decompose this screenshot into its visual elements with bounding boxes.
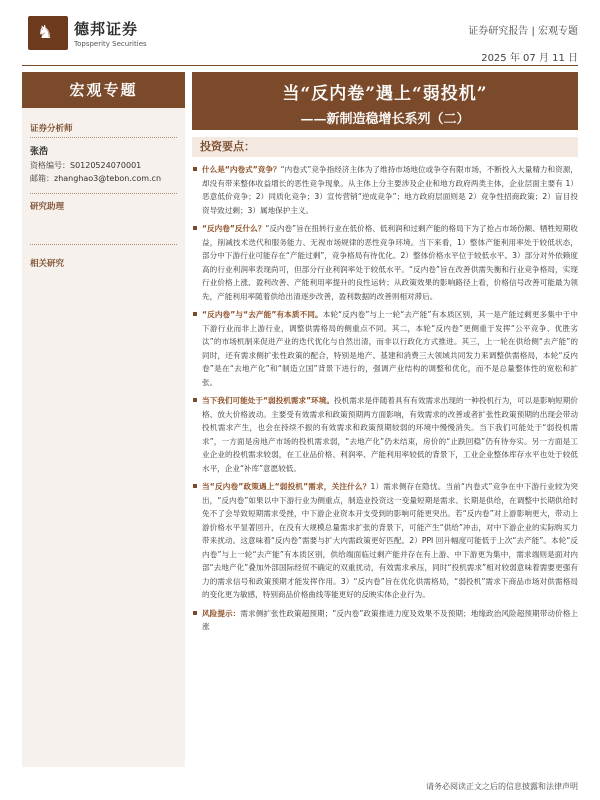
point-paragraph: 当“反内卷”政策遇上“弱投机”需求，关注什么？1）需求侧存在隐忧。当前“内卷式”竞争在中下游行业较为突出，“反内卷”如果以中下游行业为侧重点，制造业投资这一变量短期是需求、长期是供给，在调整中长期供给时免不了会导致短期需求受挫，中下游企业资本开支受到的影响可能更突出。若“反内卷”对上游影响更大，带动上游价格水平显著回升，在没有大规模总量需求扩张的背景下，可能产生“供给”冲击，对中下游企业的实际购买力带来扰动。这意味着“反内卷”需要与扩大内需政策更好匹配。2）PPI 回升幅度可能低于上次“去产能”。本轮“反内卷”与上一轮“去产能”有本质区别，供给端面临过剩产能并存在有上游、中下游更为集中，需求端则是面对内部“去地产化”叠加外部国际经贸不确定的双重扰动，有效需求承压，同时“投机需求”相对较弱意味着需要更强有力的需求信号和政策预期才能发挥作用。3）“反内卷”旨在优化供需格局，“弱投机”需求下商品市场对供需格局的变化更为敏感，特别商品价格曲线等能更好的反映实体企业行为。 xyxy=(192,480,578,602)
section-label: 宏观专题 xyxy=(22,72,185,108)
point-paragraph: 当下我们可能处于“弱投机需求”环境。投机需求是伴随着具有有效需求出现的一种投机行为，可以是影响短期价格、放大价格波动。主要受有效需求和政策预期两方面影响，有效需求的改善或者扩张性政策预期的出现会带动投机需求产生，也会在持续不振的有效需求和政策预期较弱的环境中慢慢消失。当下我们可能处于“弱投机需求”，一方面是房地产市场的投机需求弱，“去地产化”仍未结束，房价的“止跌回稳”仍有待夯实。另一方面是工业企业的投机需求较弱，在工业品价格、利润率、产能利用率较低的背景下，工业企业整体库存水平也处于较低水平，企业“补库”意愿较低。 xyxy=(192,394,578,475)
logo-name-en: Topsperity Securities xyxy=(74,40,147,48)
header-divider xyxy=(22,65,578,66)
key-points xyxy=(192,163,578,634)
analyst-name: 张浩 xyxy=(30,147,49,157)
investment-heading: 投资要点： xyxy=(192,137,578,157)
analyst-heading: 证券分析师 xyxy=(30,124,73,134)
main-content xyxy=(192,72,578,639)
report-title: 当“反内卷”遇上“弱投机” xyxy=(282,84,488,104)
company-logo xyxy=(28,16,147,50)
analyst-cert: 资格编号：S0120524070001 xyxy=(30,161,142,170)
analyst-email[interactable]: 邮箱：zhanghao3@tebon.com.cn xyxy=(30,174,162,183)
page-header xyxy=(0,0,600,70)
point-paragraph: “反内卷”与“去产能”有本质不同。本轮“反内卷”与上一轮“去产能”有本质区别，其一是产能过剩更多集中于中下游行业而非上游行业，调整供需格局的侧重点不同。其二，本轮“反内卷”更侧重于发挥“公平竞争、优胜劣汰”的市场机制来促进产业的迭代优化与自然出清，而非以行政化方式推进。其三，上一轮在供给侧“去产能”的同时，还有需求侧扩张性政策的配合，特别是地产、基建和消费三大领域共同发力来调整供需格局，本轮“反内卷”是在“去地产化”和“制造立国”背景下进行的，强调产业结构的调整和优化，而不是总量整体性的宽松和扩张。 xyxy=(192,308,578,389)
horse-logo-icon: ♞ xyxy=(28,16,68,50)
bullet-icon xyxy=(193,484,197,488)
sidebar xyxy=(22,72,185,767)
logo-name-cn: 德邦证券 xyxy=(74,20,139,38)
bullet-icon xyxy=(193,226,197,230)
report-type: 证券研究报告 | 宏观专题 xyxy=(468,26,578,37)
point-paragraph: “反内卷”反什么？“反内卷”旨在扭转行业在低价格、低利润和过剩产能的格局下为了抢占市场份额、牺牲短期收益，削减技术迭代和服务能力、无视市场规律的恶性竞争环境。当下来看，1）整体产能利用率处于较低状态，部分中下游行业可能存在“产能过剩”，竞争格局有待优化。2）整体价格水平位于较低水平。3）部分对外依赖度高的行业利润率表现尚可，但部分行业利润率处于较低水平。“反内卷”旨在改善供需失衡和行业竞争格局，实现行业价格上涨、盈利改善、产能利用率提升的良性运转；从政策效果的影响路径上看，价格信号改善可能最为领先，产能利用率随着供给出清逐步改善，盈利数据的改善则相对滞后。 xyxy=(192,222,578,303)
point-paragraph: 什么是“内卷式”竞争？“内卷式”竞争指经济主体为了维持市场地位或争夺有限市场，不断投入大量精力和资源，却没有带来整体收益增长的恶性竞争现象。从主体上分主要涉及企业和地方政府两类主体，企业层面主要有 1）恶意低价竞争；2）同质化竞争；3）宣传营销“逆成竞争”；地方政府层面则是 2）竞争性招商政策；2）盲目投资导致过剩；3）属地保护主义。 xyxy=(192,163,578,217)
report-subtitle: ——新制造稳增长系列（二） xyxy=(300,112,470,127)
bullet-icon xyxy=(193,312,197,316)
assistant-heading: 研究助理 xyxy=(30,202,65,212)
report-date: 2025 年 07 月 11 日 xyxy=(481,53,578,64)
title-banner xyxy=(192,72,578,130)
bullet-icon xyxy=(193,167,197,171)
related-heading: 相关研究 xyxy=(30,259,65,269)
risk-paragraph: 风险提示：需求侧扩张性政策超预期；“反内卷”政策推进力度及效果不及预期；地缘政治风险超预期带动价格上涨 xyxy=(192,607,578,634)
disclaimer-footer: 请务必阅读正文之后的信息披露和法律声明 xyxy=(426,782,578,791)
bullet-icon xyxy=(193,398,197,402)
bullet-icon xyxy=(193,611,197,615)
